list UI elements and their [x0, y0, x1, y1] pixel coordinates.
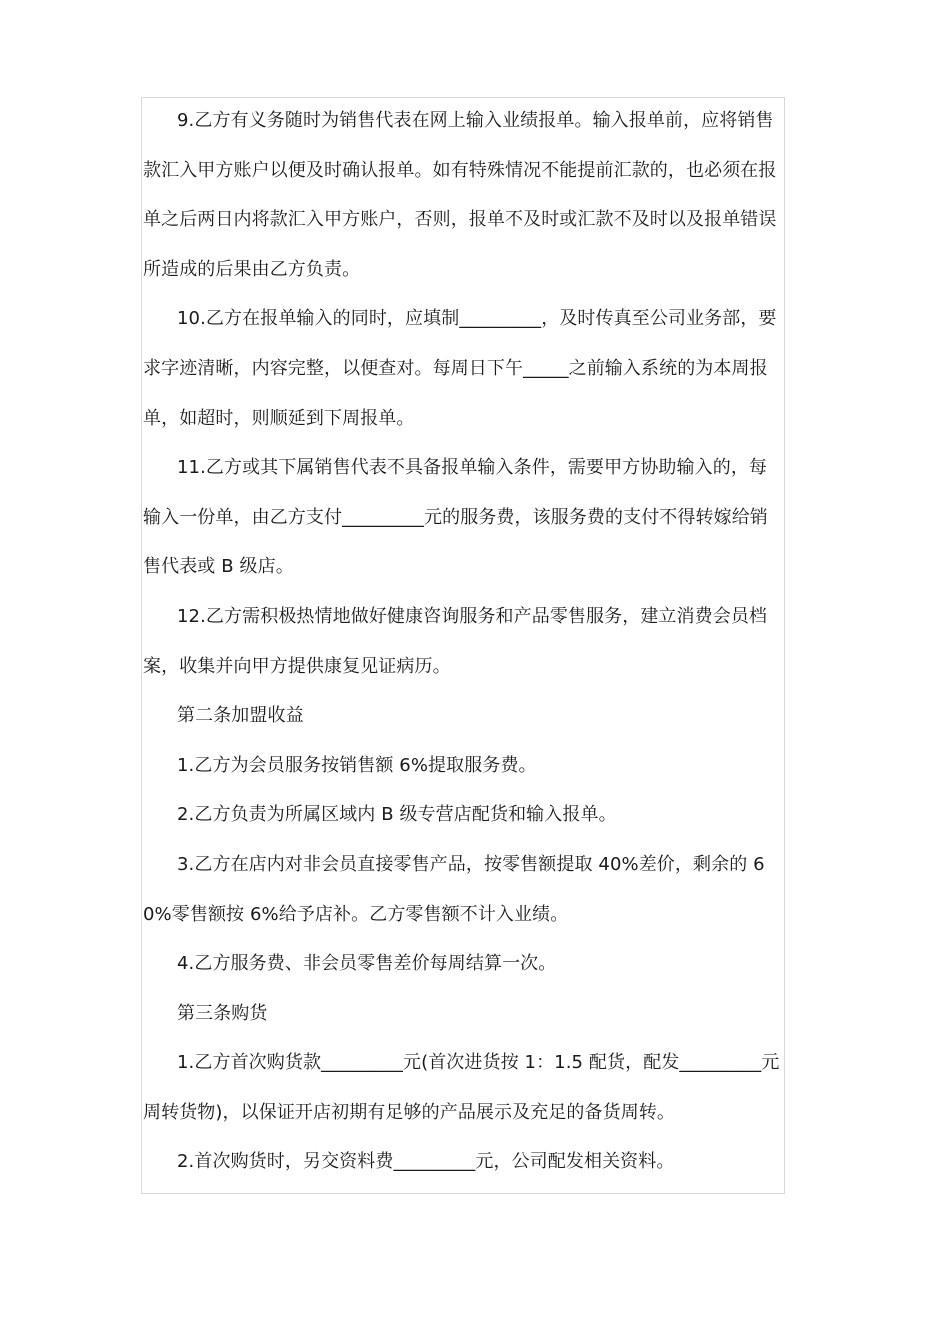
- section3-item-2: 2.首次购货时，另交资料费_________元，公司配发相关资料。: [177, 1151, 675, 1173]
- clause-10: 10.乙方在报单输入的同时，应填制_________，及时传真至公司业务部，要求字迹清晰，内容完整，以便查对。每周日下午_____之前输入系统的为本周报单，如超时，则顺延到下周报单。: [143, 308, 777, 429]
- section-heading-3: 第三条购货: [177, 1002, 268, 1024]
- clause-9: 9.乙方有义务随时为销售代表在网上输入业绩报单。输入报单前，应将销售款汇入甲方账户以便及时确认报单。如有特殊情况不能提前汇款的，也必须在报单之后两日内将款汇入甲方账户，否则，报单不及时或汇款不及时以及报单错误所造成的后果由乙方负责。: [143, 110, 777, 280]
- section2-item-1: 1.乙方为会员服务按销售额 6%提取服务费。: [177, 754, 537, 776]
- section2-item-2: 2.乙方负责为所属区域内 B 级专营店配货和输入报单。: [177, 804, 617, 826]
- section2-item-4: 4.乙方服务费、非会员零售差价每周结算一次。: [177, 953, 557, 975]
- document-body: [143, 96, 785, 1187]
- section-heading-2: 第二条加盟收益: [177, 705, 304, 727]
- section3-item-1: 1.乙方首次购货款_________元(首次进货按 1：1.5 配货，配发_________元周转货物)，以保证开店初期有足够的产品展示及充足的备货周转。: [143, 1052, 780, 1123]
- section2-item-3: 3.乙方在店内对非会员直接零售产品，按零售额提取 40%差价，剩余的 60%零售额按 6%给予店补。乙方零售额不计入业绩。: [143, 853, 765, 925]
- clause-11: 11.乙方或其下属销售代表不具备报单输入条件，需要甲方协助输入的，每输入一份单，由乙方支付_________元的服务费，该服务费的支付不得转嫁给销售代表或 B 级店。: [143, 457, 768, 578]
- clause-12: 12.乙方需积极热情地做好健康咨询服务和产品零售服务，建立消费会员档案，收集并向甲方提供康复见证病历。: [143, 605, 768, 677]
